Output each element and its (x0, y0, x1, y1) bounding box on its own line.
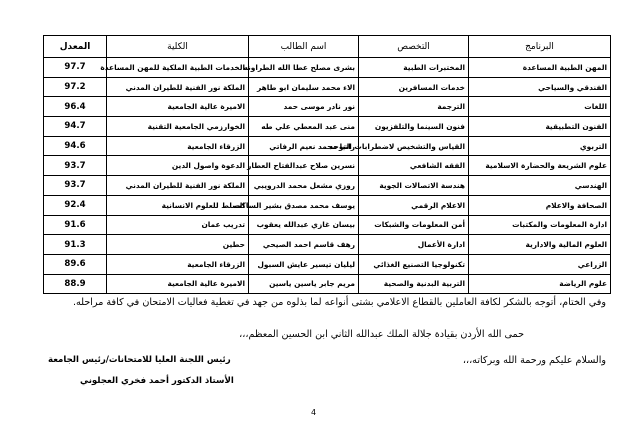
signature-title: رئيس اللجنة العليا للامتحانات/رئيس الجامعة (48, 355, 231, 365)
closing-prayer: حمى الله الأردن بقيادة جلالة الملك عبدالله الثاني ابن الحسين المعظم،،، (239, 329, 524, 340)
cell-average: 91.6 (44, 215, 107, 235)
cell-student-name: نسرين صلاح عبدالفتاح العطار (249, 156, 359, 176)
cell-college: السلط للعلوم الانسانية (107, 195, 249, 215)
cell-student-name: بشرى مصلح عطا الله الطراونه (249, 58, 359, 78)
cell-specialization: هندسة الاتصالات الجوية (359, 176, 469, 196)
closing-thanks: وفي الختام، أتوجه بالشكر لكافة العاملين بالقطاع الاعلامي بشتى أنواعه لما بذلوه من جهد في تغطية فعاليات الامتحان في كافة مراحله. (72, 297, 606, 308)
cell-specialization: الفقه الشافعي (359, 156, 469, 176)
closing-greeting: والسلام عليكم ورحمة الله وبركاته،،، (462, 355, 606, 366)
cell-college: الاميرة عالية الجامعية (107, 274, 249, 294)
table-row (44, 117, 611, 137)
cell-student-name: منى عبد المعطي علي طه (249, 117, 359, 137)
cell-program: علوم الرياضة (469, 274, 611, 294)
table-row (44, 235, 611, 255)
cell-student-name: رانيا محمد نعيم الرفاتي (249, 136, 359, 156)
cell-student-name: ليليان تيسير عايش السبول (249, 254, 359, 274)
cell-college: الدعوة واصول الدين (107, 156, 249, 176)
table-row (44, 58, 611, 78)
cell-college: الملكة نور الفنية للطيران المدني (107, 176, 249, 196)
cell-average: 97.2 (44, 77, 107, 97)
cell-average: 92.4 (44, 195, 107, 215)
table-row (44, 156, 611, 176)
top-students-table (43, 35, 611, 294)
table-row (44, 77, 611, 97)
table-row (44, 254, 611, 274)
cell-specialization: الاعلام الرقمي (359, 195, 469, 215)
table-row (44, 215, 611, 235)
cell-program: العلوم المالية والادارية (469, 235, 611, 255)
cell-college: الزرقاء الجامعية (107, 254, 249, 274)
cell-program: الصحافة والاعلام (469, 195, 611, 215)
cell-average: 94.7 (44, 117, 107, 137)
cell-specialization: ادارة الأعمال (359, 235, 469, 255)
cell-specialization: الترجمة (359, 97, 469, 117)
signature-name: الأستاذ الدكتور أحمد فخري العجلوني (80, 376, 234, 386)
cell-program: الفندقي والسياحي (469, 77, 611, 97)
table-row (44, 136, 611, 156)
cell-student-name: رهف قاسم احمد الصيحي (249, 235, 359, 255)
cell-specialization: خدمات المسافرين (359, 77, 469, 97)
cell-program: الزراعي (469, 254, 611, 274)
cell-student-name: يوسف محمد مصدق بشير الساكت (249, 195, 359, 215)
cell-college: الاميرة عالية الجامعية (107, 97, 249, 117)
header-specialization: التخصص (359, 36, 469, 58)
cell-program: اللغات (469, 97, 611, 117)
cell-program: ادارة المعلومات والمكتبات (469, 215, 611, 235)
cell-student-name: بيسان غازي عبدالله يعقوب (249, 215, 359, 235)
cell-college: حطين (107, 235, 249, 255)
cell-student-name: مريم جابر ياسين ياسين (249, 274, 359, 294)
cell-average: 94.6 (44, 136, 107, 156)
cell-specialization: فنون السينما والتلفزيون (359, 117, 469, 137)
cell-specialization: التربية البدنية والصحية (359, 274, 469, 294)
cell-college: تدريب عمان (107, 215, 249, 235)
cell-average: 93.7 (44, 176, 107, 196)
cell-college: الملكة نور الفنية للطيران المدني (107, 77, 249, 97)
header-program: البرنامج (469, 36, 611, 58)
cell-specialization: تكنولوجيا التصنيع الغذائي (359, 254, 469, 274)
cell-student-name: روزي مشعل محمد الدرويبي (249, 176, 359, 196)
cell-specialization: القياس والتشخيص لاضطرابات التوحد (359, 136, 469, 156)
cell-student-name: نور نادر موسى حمد (249, 97, 359, 117)
cell-average: 91.3 (44, 235, 107, 255)
cell-college: الزرقاء الجامعية (107, 136, 249, 156)
table-row (44, 195, 611, 215)
cell-program: المهن الطبية المساعدة (469, 58, 611, 78)
table-header-row (44, 36, 611, 58)
table-row (44, 97, 611, 117)
cell-average: 93.7 (44, 156, 107, 176)
cell-average: 96.4 (44, 97, 107, 117)
cell-average: 88.9 (44, 274, 107, 294)
cell-student-name: الاء محمد سليمان ابو طاهر (249, 77, 359, 97)
cell-college: الخدمات الطبية الملكية للمهن المساعدة (107, 58, 249, 78)
cell-program: التربوي (469, 136, 611, 156)
table-row (44, 274, 611, 294)
header-student-name: اسم الطالب (249, 36, 359, 58)
cell-specialization: المختبرات الطبية (359, 58, 469, 78)
cell-average: 89.6 (44, 254, 107, 274)
cell-program: الهندسي (469, 176, 611, 196)
header-average: المعدل (44, 36, 107, 58)
page-number: 4 (311, 408, 317, 417)
table-row (44, 176, 611, 196)
cell-specialization: أمن المعلومات والشبكات (359, 215, 469, 235)
cell-program: علوم الشريعة والحضارة الاسلامية (469, 156, 611, 176)
header-college: الكلية (107, 36, 249, 58)
cell-program: الفنون التطبيقية (469, 117, 611, 137)
cell-average: 97.7 (44, 58, 107, 78)
cell-college: الخوارزمي الجامعية التقنية (107, 117, 249, 137)
